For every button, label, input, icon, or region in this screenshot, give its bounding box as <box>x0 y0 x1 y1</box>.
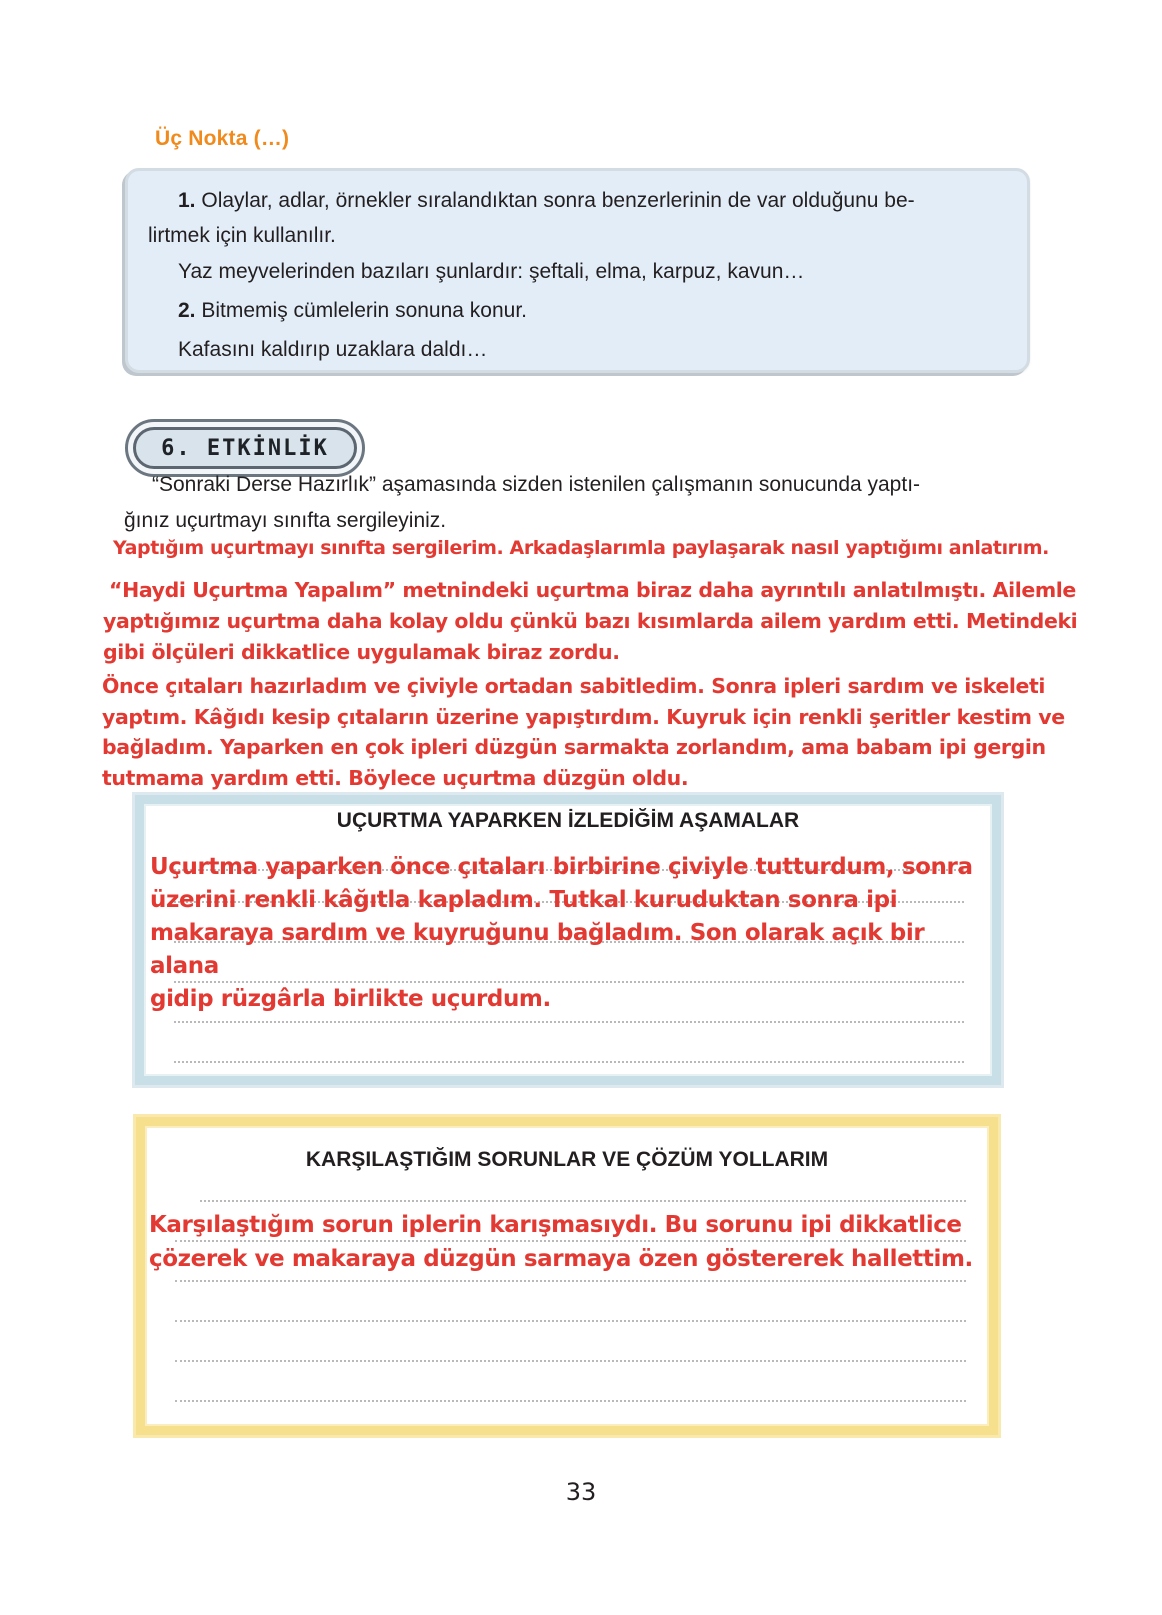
activity-badge-inner <box>133 427 357 469</box>
steps-answer-line4: gidip rüzgârla birlikte uçurdum. <box>150 986 551 1012</box>
handwritten-answer-3 <box>102 671 1112 793</box>
rule-2-number: 2. <box>178 299 196 322</box>
problems-dotted-line <box>175 1280 966 1282</box>
answer-3-line1: Önce çıtaları hazırladım ve çiviyle ortadan sabitledim. Sonra ipleri sardım ve iskeleti <box>102 674 1045 698</box>
answer-2-line1: “Haydi Uçurtma Yapalım” metnindeki uçurtma biraz daha ayrıntılı anlatılmıştı. Ailemle <box>109 578 1076 602</box>
problems-dotted-line <box>200 1200 966 1202</box>
rule-2-text: Bitmemiş cümlelerin sonuna konur. <box>201 299 528 322</box>
rule-box <box>125 168 1030 373</box>
rule-1-number: 1. <box>178 189 196 212</box>
problems-answer-line2: çözerek ve makaraya düzgün sarmaya özen göstererek hallettim. <box>149 1246 973 1272</box>
steps-dotted-line <box>174 1021 964 1023</box>
activity-prompt-line1: “Sonraki Derse Hazırlık” aşamasında sizden istenilen çalışmanın sonucunda yaptı- <box>152 473 921 496</box>
problems-answer <box>149 1208 989 1276</box>
steps-answer-line2: üzerini renkli kâğıtla kapladım. Tutkal kuruduktan sonra ipi <box>150 887 898 913</box>
steps-answer-line3: makaraya sardım ve kuyruğunu bağladım. Son olarak açık bir alana <box>150 920 925 979</box>
rule-2 <box>148 291 1007 330</box>
activity-badge-label: 6. ETKİNLİK <box>161 435 329 461</box>
answer-3-line3: bağladım. Yaparken en çok ipleri düzgün sarmakta zorlandım, ama babam ipi gergin <box>102 735 1046 759</box>
rule-2-example: Kafasını kaldırıp uzaklara daldı… <box>178 338 488 361</box>
rule-1-example: Yaz meyvelerinden bazıları şunlardır: şeftali, elma, karpuz, kavun… <box>178 260 805 283</box>
steps-answer <box>150 851 980 1016</box>
problems-dotted-line <box>175 1400 966 1402</box>
steps-box <box>135 795 1001 1085</box>
steps-box-title: UÇURTMA YAPARKEN İZLEDİĞİM AŞAMALAR <box>336 809 800 832</box>
activity-prompt-line2: ğınız uçurtmayı sınıfta sergileyiniz. <box>124 509 447 532</box>
answer-2-line3: gibi ölçüleri dikkatlice uygulamak biraz zordu. <box>103 640 620 664</box>
steps-dotted-line <box>174 1061 964 1063</box>
steps-answer-line1: Uçurtma yaparken önce çıtaları birbirine çiviyle tutturdum, sonra <box>150 854 973 880</box>
problems-dotted-line <box>175 1320 966 1322</box>
section-title: Üç Nokta (…) <box>155 127 290 150</box>
problems-box <box>136 1117 998 1435</box>
problems-answer-line1: Karşılaştığım sorun iplerin karışmasıydı. Bu sorunu ipi dikkatlice <box>149 1212 962 1238</box>
rule-1-text: Olaylar, adlar, örnekler sıralandıktan sonra benzerlerinin de var olduğunu be- <box>201 189 915 212</box>
problems-box-title: KARŞILAŞTIĞIM SORUNLAR VE ÇÖZÜM YOLLARIM <box>305 1148 829 1171</box>
rule-1-continuation: lirtmek için kullanılır. <box>148 224 336 247</box>
handwritten-answer-2 <box>103 575 1113 668</box>
answer-3-line2: yaptım. Kâğıdı kesip çıtaların üzerine yapıştırdım. Kuyruk için renkli şeritler kestim ve <box>102 704 1065 729</box>
answer-2-line2: yaptığımız uçurtma daha kolay oldu çünkü bazı kısımlarda ailem yardım etti. Metindeki <box>103 609 1078 633</box>
answer-3-line4: tutmama yardım etti. Böylece uçurtma düzgün oldu. <box>102 765 689 790</box>
handwritten-answer-1: Yaptığım uçurtmayı sınıfta sergilerim. Arkadaşlarımla paylaşarak nasıl yaptığımı anlatırım. <box>113 537 1049 559</box>
rule-1 <box>148 181 1007 220</box>
page-number: 33 <box>565 1478 597 1506</box>
activity-prompt <box>124 467 1024 539</box>
problems-dotted-line <box>175 1360 966 1362</box>
